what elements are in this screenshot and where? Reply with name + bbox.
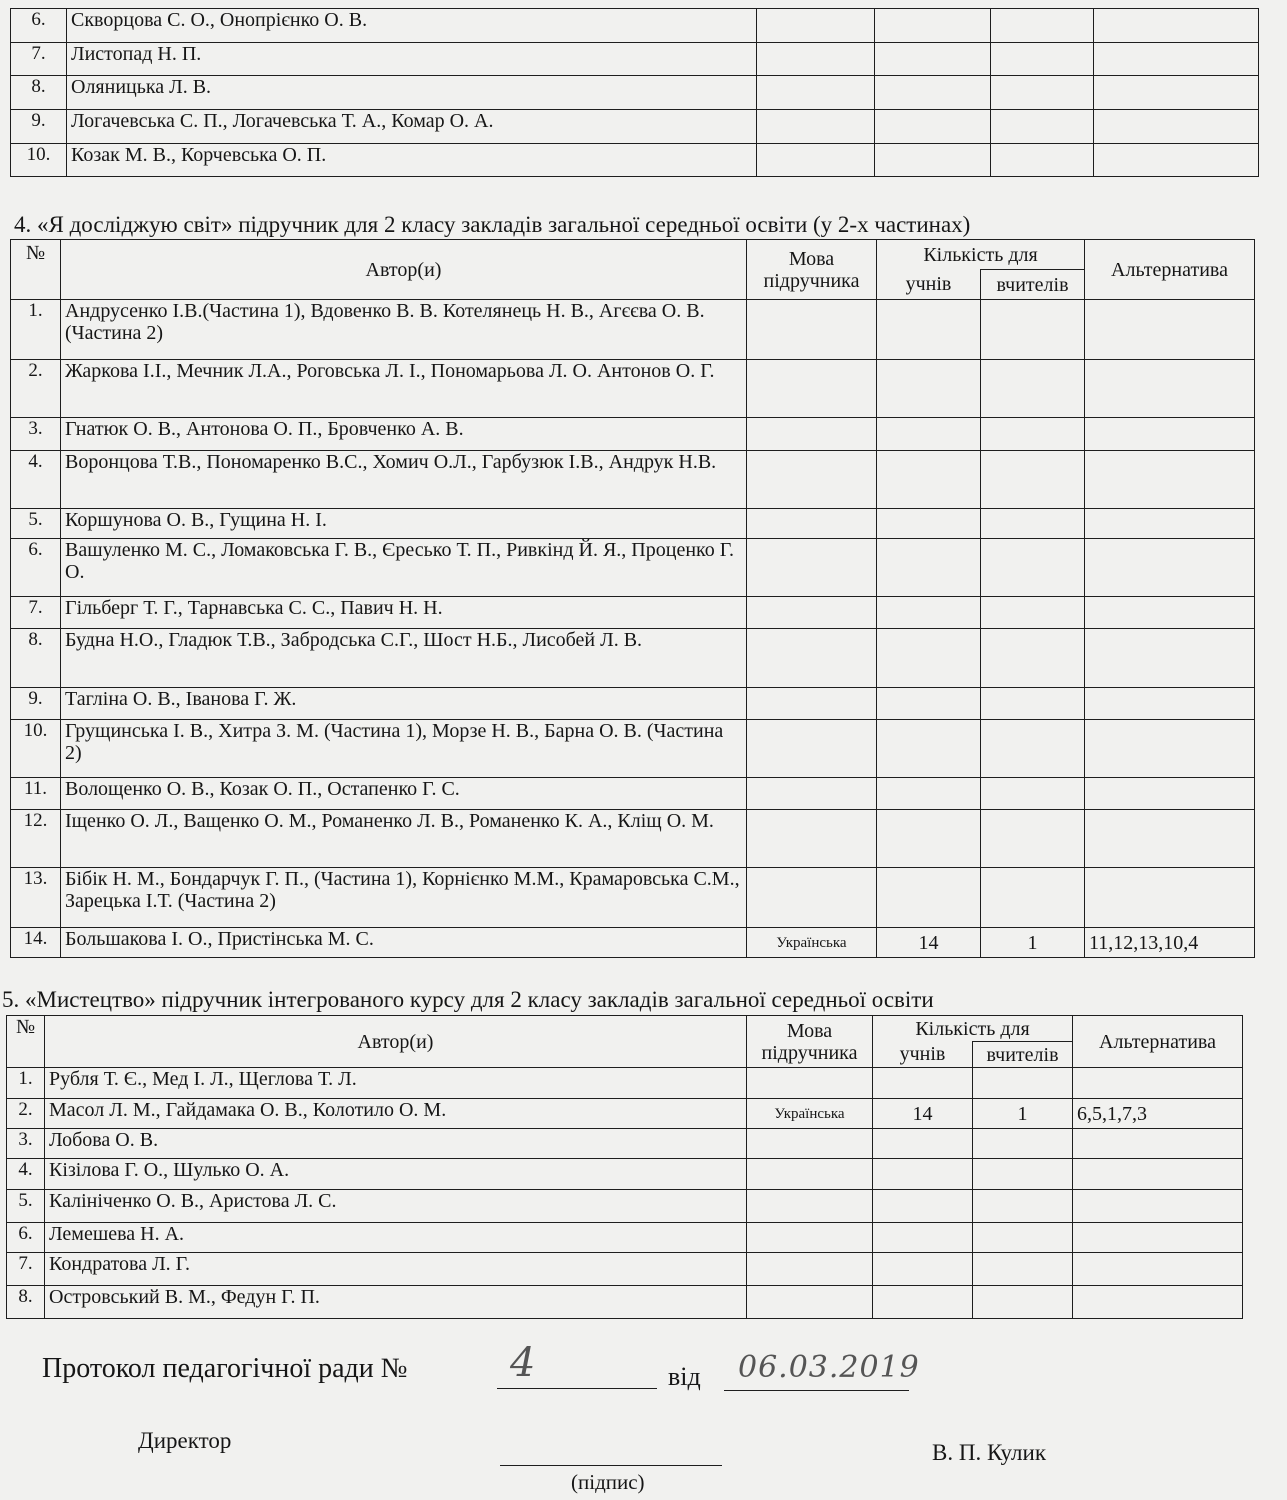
row-author: Рубля Т. Є., Мед І. Л., Щеглова Т. Л. bbox=[45, 1068, 747, 1099]
table-row bbox=[11, 110, 1259, 144]
row-teachers-count bbox=[981, 418, 1085, 451]
row-teachers-count bbox=[991, 144, 1094, 177]
row-alternative bbox=[1073, 1068, 1243, 1099]
row-teachers-count bbox=[981, 629, 1085, 688]
row-teachers-count bbox=[981, 300, 1085, 360]
row-students-count bbox=[875, 110, 991, 144]
row-teachers-count bbox=[991, 43, 1094, 76]
row-language bbox=[747, 1286, 873, 1319]
signature-caption: (підпис) bbox=[571, 1470, 645, 1494]
row-number: 6. bbox=[7, 1223, 45, 1253]
row-language bbox=[747, 1190, 873, 1223]
col-header-teachers: вчителів bbox=[981, 270, 1085, 300]
row-author: Бібік Н. М., Бондарчук Г. П., (Частина 1), Корнієнко М.М., Крамаровська С.М., Зарецька І.Т. (Частина 2) bbox=[61, 868, 747, 928]
row-language: Українська bbox=[747, 1099, 873, 1129]
row-alternative bbox=[1094, 76, 1259, 110]
row-students-count bbox=[877, 360, 981, 418]
row-alternative: 11,12,13,10,4 bbox=[1085, 928, 1255, 958]
row-author: Воронцова Т.В., Пономаренко В.С., Хомич О.Л., Гарбузюк І.В., Андрук Н.В. bbox=[61, 451, 747, 509]
row-number: 7. bbox=[11, 597, 61, 629]
row-author: Лемешева Н. А. bbox=[45, 1223, 747, 1253]
row-alternative bbox=[1085, 688, 1255, 720]
col-header-num: № bbox=[11, 240, 61, 300]
row-language bbox=[747, 1068, 873, 1099]
col-header-teachers: вчителів bbox=[973, 1042, 1073, 1068]
col-header-alt: Альтернатива bbox=[1073, 1016, 1243, 1068]
row-author: Жаркова І.І., Мечник Л.А., Роговська Л. І., Пономарьова Л. О. Антонов О. Г. bbox=[61, 360, 747, 418]
row-author: Будна Н.О., Гладюк Т.В., Забродська С.Г., Шост Н.Б., Лисобей Л. В. bbox=[61, 629, 747, 688]
table-row bbox=[11, 144, 1259, 177]
table-row bbox=[11, 868, 1255, 928]
row-alternative bbox=[1085, 810, 1255, 868]
row-number: 7. bbox=[11, 43, 67, 76]
row-language bbox=[757, 144, 875, 177]
section5-heading: 5. «Мистецтво» підручник інтегрованого курсу для 2 класу закладів загальної середньої освіти bbox=[2, 987, 934, 1012]
row-teachers-count bbox=[981, 810, 1085, 868]
row-students-count bbox=[877, 688, 981, 720]
row-number: 8. bbox=[11, 76, 67, 110]
row-alternative bbox=[1094, 110, 1259, 144]
row-students-count bbox=[875, 9, 991, 43]
col-header-students: учнів bbox=[877, 270, 981, 300]
row-author: Коршунова О. В., Гущина Н. І. bbox=[61, 509, 747, 539]
row-alternative bbox=[1094, 9, 1259, 43]
col-header-lang: Мова підручника bbox=[747, 240, 877, 300]
row-author: Островський В. М., Федун Г. П. bbox=[45, 1286, 747, 1319]
protocol-number-line bbox=[497, 1388, 657, 1389]
row-teachers-count: 1 bbox=[981, 928, 1085, 958]
date-line bbox=[724, 1390, 909, 1391]
col-header-students: учнів bbox=[873, 1042, 973, 1068]
row-author: Большакова І. О., Пристінська М. С. bbox=[61, 928, 747, 958]
col-header-qty: Кількість для bbox=[873, 1016, 1073, 1042]
row-number: 9. bbox=[11, 688, 61, 720]
row-alternative bbox=[1094, 144, 1259, 177]
row-number: 8. bbox=[7, 1286, 45, 1319]
table-row bbox=[11, 810, 1255, 868]
row-language bbox=[747, 629, 877, 688]
row-number: 1. bbox=[7, 1068, 45, 1099]
row-alternative bbox=[1073, 1129, 1243, 1159]
row-number: 8. bbox=[11, 629, 61, 688]
row-teachers-count: 1 bbox=[973, 1099, 1073, 1129]
row-students-count bbox=[873, 1223, 973, 1253]
row-students-count bbox=[877, 868, 981, 928]
row-number: 3. bbox=[11, 418, 61, 451]
table-row bbox=[11, 688, 1255, 720]
row-teachers-count bbox=[991, 76, 1094, 110]
row-language bbox=[747, 1253, 873, 1286]
row-students-count bbox=[873, 1159, 973, 1190]
row-language bbox=[757, 9, 875, 43]
row-author: Грущинська І. В., Хитра З. М. (Частина 1), Морзе Н. В., Барна О. В. (Частина 2) bbox=[61, 720, 747, 778]
row-students-count bbox=[877, 300, 981, 360]
row-teachers-count bbox=[981, 539, 1085, 597]
table-row bbox=[7, 1223, 1243, 1253]
row-students-count bbox=[873, 1068, 973, 1099]
table-row bbox=[11, 629, 1255, 688]
table-row bbox=[11, 928, 1255, 958]
row-students-count bbox=[873, 1190, 973, 1223]
row-teachers-count bbox=[981, 868, 1085, 928]
table-row bbox=[7, 1129, 1243, 1159]
row-author: Андрусенко І.В.(Частина 1), Вдовенко В. В. Котелянець Н. В., Агєєва О. В. (Частина 2) bbox=[61, 300, 747, 360]
col-header-num: № bbox=[7, 1016, 45, 1068]
row-alternative bbox=[1085, 868, 1255, 928]
table-row bbox=[11, 300, 1255, 360]
director-name: В. П. Кулик bbox=[932, 1440, 1047, 1465]
row-number: 2. bbox=[11, 360, 61, 418]
table-continuation bbox=[10, 8, 1259, 177]
col-header-author: Автор(и) bbox=[61, 240, 747, 300]
row-author: Логачевська С. П., Логачевська Т. А., Комар О. А. bbox=[67, 110, 757, 144]
row-author: Кондратова Л. Г. bbox=[45, 1253, 747, 1286]
row-alternative bbox=[1085, 720, 1255, 778]
row-author: Калініченко О. В., Аристова Л. С. bbox=[45, 1190, 747, 1223]
table-row bbox=[11, 720, 1255, 778]
protocol-number: 4 bbox=[510, 1340, 536, 1386]
table-row bbox=[7, 1099, 1243, 1129]
row-language bbox=[747, 868, 877, 928]
row-students-count bbox=[877, 418, 981, 451]
row-teachers-count bbox=[981, 360, 1085, 418]
table-row bbox=[7, 1286, 1243, 1319]
row-language bbox=[757, 76, 875, 110]
row-teachers-count bbox=[981, 451, 1085, 509]
row-alternative bbox=[1085, 597, 1255, 629]
row-alternative bbox=[1073, 1253, 1243, 1286]
row-author: Вашуленко М. С., Ломаковська Г. В., Єресько Т. П., Ривкінд Й. Я., Проценко Г. О. bbox=[61, 539, 747, 597]
signature-line bbox=[500, 1465, 722, 1466]
row-number: 4. bbox=[7, 1159, 45, 1190]
row-teachers-count bbox=[981, 720, 1085, 778]
row-students-count bbox=[873, 1253, 973, 1286]
row-author: Лобова О. В. bbox=[45, 1129, 747, 1159]
row-students-count bbox=[877, 509, 981, 539]
row-author: Масол Л. М., Гайдамака О. В., Колотило О. М. bbox=[45, 1099, 747, 1129]
row-number: 4. bbox=[11, 451, 61, 509]
row-teachers-count bbox=[973, 1129, 1073, 1159]
row-language bbox=[747, 539, 877, 597]
row-number: 6. bbox=[11, 539, 61, 597]
row-language bbox=[747, 810, 877, 868]
row-language bbox=[747, 509, 877, 539]
row-alternative: 6,5,1,7,3 bbox=[1073, 1099, 1243, 1129]
col-header-author: Автор(и) bbox=[45, 1016, 747, 1068]
table-row bbox=[11, 597, 1255, 629]
row-students-count: 14 bbox=[877, 928, 981, 958]
row-number: 2. bbox=[7, 1099, 45, 1129]
row-alternative bbox=[1085, 451, 1255, 509]
row-number: 1. bbox=[11, 300, 61, 360]
row-language bbox=[747, 720, 877, 778]
table-row bbox=[11, 539, 1255, 597]
row-alternative bbox=[1085, 300, 1255, 360]
row-number: 9. bbox=[11, 110, 67, 144]
row-students-count: 14 bbox=[873, 1099, 973, 1129]
row-students-count bbox=[875, 144, 991, 177]
row-language bbox=[747, 360, 877, 418]
table-row bbox=[7, 1068, 1243, 1099]
row-alternative bbox=[1073, 1286, 1243, 1319]
protocol-label: Протокол педагогічної ради № bbox=[42, 1353, 408, 1384]
row-alternative bbox=[1073, 1159, 1243, 1190]
row-language bbox=[747, 451, 877, 509]
row-students-count bbox=[873, 1129, 973, 1159]
row-teachers-count bbox=[973, 1190, 1073, 1223]
row-teachers-count bbox=[973, 1253, 1073, 1286]
row-number: 13. bbox=[11, 868, 61, 928]
table-row bbox=[11, 43, 1259, 76]
table-row bbox=[11, 778, 1255, 810]
row-teachers-count bbox=[973, 1286, 1073, 1319]
row-language bbox=[747, 778, 877, 810]
row-students-count bbox=[873, 1286, 973, 1319]
row-alternative bbox=[1073, 1223, 1243, 1253]
row-author: Гнатюк О. В., Антонова О. П., Бровченко А. В. bbox=[61, 418, 747, 451]
row-author: Іщенко О. Л., Ващенко О. М., Романенко Л. В., Романенко К. А., Кліщ О. М. bbox=[61, 810, 747, 868]
row-author: Волощенко О. В., Козак О. П., Остапенко Г. С. bbox=[61, 778, 747, 810]
table-row bbox=[11, 418, 1255, 451]
row-students-count bbox=[877, 539, 981, 597]
row-author: Козак М. В., Корчевська О. П. bbox=[67, 144, 757, 177]
table-row bbox=[7, 1190, 1243, 1223]
row-teachers-count bbox=[973, 1068, 1073, 1099]
row-students-count bbox=[877, 629, 981, 688]
table-row bbox=[11, 509, 1255, 539]
col-header-qty: Кількість для bbox=[877, 240, 1085, 270]
row-alternative bbox=[1073, 1190, 1243, 1223]
row-language bbox=[747, 688, 877, 720]
row-author: Скворцова С. О., Онопрієнко О. В. bbox=[67, 9, 757, 43]
row-number: 6. bbox=[11, 9, 67, 43]
row-author: Тагліна О. В., Іванова Г. Ж. bbox=[61, 688, 747, 720]
row-alternative bbox=[1085, 778, 1255, 810]
row-teachers-count bbox=[981, 509, 1085, 539]
row-alternative bbox=[1085, 539, 1255, 597]
table-row bbox=[11, 360, 1255, 418]
protocol-date: 06.03.2019 bbox=[738, 1350, 920, 1385]
row-language: Українська bbox=[747, 928, 877, 958]
row-teachers-count bbox=[991, 110, 1094, 144]
row-students-count bbox=[875, 43, 991, 76]
row-alternative bbox=[1085, 360, 1255, 418]
table-row bbox=[7, 1159, 1243, 1190]
col-header-alt: Альтернатива bbox=[1085, 240, 1255, 300]
row-students-count bbox=[875, 76, 991, 110]
row-alternative bbox=[1094, 43, 1259, 76]
row-number: 10. bbox=[11, 720, 61, 778]
row-author: Оляницька Л. В. bbox=[67, 76, 757, 110]
row-teachers-count bbox=[981, 597, 1085, 629]
row-students-count bbox=[877, 810, 981, 868]
director-label: Директор bbox=[138, 1428, 232, 1453]
row-students-count bbox=[877, 597, 981, 629]
row-number: 5. bbox=[11, 509, 61, 539]
row-alternative bbox=[1085, 629, 1255, 688]
row-language bbox=[757, 110, 875, 144]
table-row bbox=[7, 1253, 1243, 1286]
row-language bbox=[747, 1129, 873, 1159]
table-row bbox=[11, 451, 1255, 509]
row-teachers-count bbox=[991, 9, 1094, 43]
row-number: 14. bbox=[11, 928, 61, 958]
row-students-count bbox=[877, 451, 981, 509]
row-students-count bbox=[877, 720, 981, 778]
row-number: 3. bbox=[7, 1129, 45, 1159]
row-author: Листопад Н. П. bbox=[67, 43, 757, 76]
row-author: Кізілова Г. О., Шулько О. А. bbox=[45, 1159, 747, 1190]
row-teachers-count bbox=[981, 778, 1085, 810]
row-students-count bbox=[877, 778, 981, 810]
row-number: 7. bbox=[7, 1253, 45, 1286]
section4-heading: 4. «Я досліджую світ» підручник для 2 класу закладів загальної середньої освіти (у 2-х частинах) bbox=[14, 212, 971, 237]
row-language bbox=[757, 43, 875, 76]
row-alternative bbox=[1085, 418, 1255, 451]
row-teachers-count bbox=[981, 688, 1085, 720]
row-language bbox=[747, 1223, 873, 1253]
table-section5 bbox=[6, 1015, 1243, 1319]
col-header-lang: Мова підручника bbox=[747, 1016, 873, 1068]
row-language bbox=[747, 1159, 873, 1190]
row-author: Гільберг Т. Г., Тарнавська С. С., Павич Н. Н. bbox=[61, 597, 747, 629]
row-number: 5. bbox=[7, 1190, 45, 1223]
row-number: 11. bbox=[11, 778, 61, 810]
table-section4 bbox=[10, 239, 1255, 958]
from-label: від bbox=[668, 1362, 701, 1391]
row-alternative bbox=[1085, 509, 1255, 539]
table-row bbox=[11, 9, 1259, 43]
row-language bbox=[747, 597, 877, 629]
row-number: 12. bbox=[11, 810, 61, 868]
row-language bbox=[747, 418, 877, 451]
row-teachers-count bbox=[973, 1223, 1073, 1253]
table-row bbox=[11, 76, 1259, 110]
row-teachers-count bbox=[973, 1159, 1073, 1190]
row-number: 10. bbox=[11, 144, 67, 177]
row-language bbox=[747, 300, 877, 360]
